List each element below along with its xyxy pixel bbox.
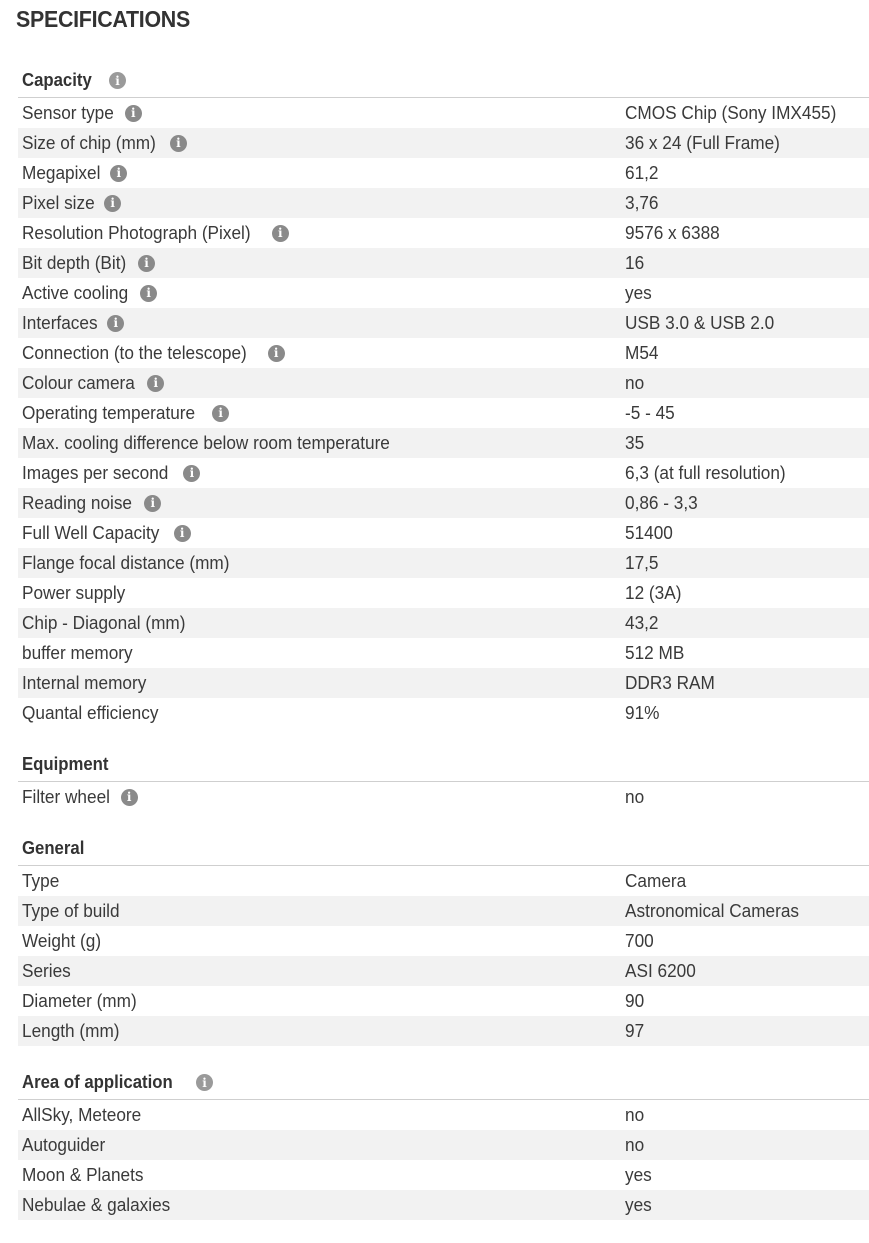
spec-label-cell: [18, 522, 625, 544]
spec-label: Active cooling: [22, 282, 129, 303]
spec-section: [18, 748, 869, 812]
spec-value: ASI 6200: [625, 960, 696, 981]
spec-value: no: [625, 1134, 645, 1155]
spec-value-cell: [625, 252, 869, 274]
spec-value: -5 - 45: [625, 402, 675, 423]
info-icon[interactable]: i: [138, 255, 155, 272]
spec-value-cell: [625, 1164, 869, 1186]
spec-label: Power supply: [22, 582, 126, 603]
spec-row: [18, 1190, 869, 1220]
spec-value-cell: [625, 930, 869, 952]
section-rows: [18, 782, 869, 812]
info-icon[interactable]: i: [107, 315, 124, 332]
info-icon[interactable]: i: [183, 465, 200, 482]
spec-row: [18, 488, 869, 518]
spec-label: Max. cooling difference below room temperature: [22, 432, 390, 453]
spec-label: Flange focal distance (mm): [22, 552, 230, 573]
spec-value-cell: [625, 960, 869, 982]
spec-value: 36 x 24 (Full Frame): [625, 132, 780, 153]
page-title: SPECIFICATIONS: [16, 6, 190, 32]
spec-label-cell: [18, 252, 625, 274]
spec-row: [18, 698, 869, 728]
spec-label-cell: [18, 222, 625, 244]
spec-row: [18, 128, 869, 158]
spec-value-cell: [625, 462, 869, 484]
spec-label: Filter wheel: [22, 786, 110, 807]
info-icon[interactable]: i: [170, 135, 187, 152]
info-icon[interactable]: i: [104, 195, 121, 212]
spec-value-cell: [625, 552, 869, 574]
spec-label: Weight (g): [22, 930, 102, 951]
spec-value: 91%: [625, 702, 660, 723]
spec-label-cell: [18, 960, 625, 982]
spec-value: 17,5: [625, 552, 659, 573]
spec-value-cell: [625, 372, 869, 394]
spec-label: Colour camera: [22, 372, 135, 393]
spec-value: yes: [625, 282, 652, 303]
spec-row: [18, 896, 869, 926]
section-header: [18, 1066, 869, 1100]
spec-value: 35: [625, 432, 645, 453]
spec-value: 6,3 (at full resolution): [625, 462, 786, 483]
spec-value: 512 MB: [625, 642, 685, 663]
spec-label-cell: [18, 930, 625, 952]
spec-label-cell: [18, 342, 625, 364]
spec-label-cell: [18, 192, 625, 214]
section-header: [18, 64, 869, 98]
spec-label-cell: [18, 1104, 625, 1126]
spec-label-cell: [18, 642, 625, 664]
spec-value: 700: [625, 930, 654, 951]
spec-label-cell: [18, 162, 625, 184]
info-icon[interactable]: i: [110, 165, 127, 182]
spec-value-cell: [625, 102, 869, 124]
spec-value-cell: [625, 612, 869, 634]
spec-label-cell: [18, 1134, 625, 1156]
spec-label-cell: [18, 672, 625, 694]
spec-label: Type: [22, 870, 60, 891]
section-rows: [18, 1100, 869, 1220]
section-title: Area of application: [22, 1072, 173, 1092]
spec-label: Type of build: [22, 900, 120, 921]
info-icon[interactable]: i: [144, 495, 161, 512]
spec-label-cell: [18, 492, 625, 514]
spec-label: Bit depth (Bit): [22, 252, 127, 273]
spec-value: 12 (3A): [625, 582, 682, 603]
spec-value-cell: [625, 990, 869, 1012]
spec-label: Autoguider: [22, 1134, 106, 1155]
spec-label: Pixel size: [22, 192, 95, 213]
spec-value-cell: [625, 342, 869, 364]
spec-label-cell: [18, 282, 625, 304]
spec-value-cell: [625, 492, 869, 514]
spec-label-cell: [18, 372, 625, 394]
spec-row: [18, 158, 869, 188]
spec-value-cell: [625, 1020, 869, 1042]
spec-row: [18, 428, 869, 458]
spec-row: [18, 308, 869, 338]
spec-label: Resolution Photograph (Pixel): [22, 222, 251, 243]
spec-label-cell: [18, 462, 625, 484]
spec-label: Size of chip (mm): [22, 132, 156, 153]
spec-value-cell: [625, 222, 869, 244]
spec-value: Astronomical Cameras: [625, 900, 800, 921]
spec-label: Chip - Diagonal (mm): [22, 612, 186, 633]
spec-section: [18, 1066, 869, 1220]
spec-label-cell: [18, 900, 625, 922]
spec-label: Quantal efficiency: [22, 702, 159, 723]
spec-label-cell: [18, 1194, 625, 1216]
section-header: [18, 832, 869, 866]
spec-label: Internal memory: [22, 672, 147, 693]
spec-row: [18, 248, 869, 278]
spec-value-cell: [625, 1134, 869, 1156]
spec-value-cell: [625, 312, 869, 334]
spec-row: [18, 98, 869, 128]
spec-label: buffer memory: [22, 642, 133, 663]
spec-value: Camera: [625, 870, 687, 891]
spec-value: 97: [625, 1020, 645, 1041]
spec-value-cell: [625, 1104, 869, 1126]
info-icon[interactable]: i: [109, 72, 126, 89]
section-rows: [18, 866, 869, 1046]
spec-value: DDR3 RAM: [625, 672, 715, 693]
spec-label: Reading noise: [22, 492, 133, 513]
spec-label-cell: [18, 552, 625, 574]
info-icon[interactable]: i: [174, 525, 191, 542]
spec-label-cell: [18, 870, 625, 892]
spec-row: [18, 278, 869, 308]
spec-value: 43,2: [625, 612, 659, 633]
spec-row: [18, 986, 869, 1016]
spec-label: Series: [22, 960, 71, 981]
spec-row: [18, 368, 869, 398]
spec-value-cell: [625, 402, 869, 424]
section-rows: [18, 98, 869, 728]
info-icon[interactable]: i: [272, 225, 289, 242]
spec-label: Diameter (mm): [22, 990, 137, 1011]
spec-row: [18, 578, 869, 608]
spec-row: [18, 956, 869, 986]
info-icon[interactable]: i: [268, 345, 285, 362]
spec-label-cell: [18, 990, 625, 1012]
spec-row: [18, 926, 869, 956]
info-icon[interactable]: i: [140, 285, 157, 302]
spec-value: 3,76: [625, 192, 659, 213]
spec-value-cell: [625, 900, 869, 922]
spec-section: [18, 832, 869, 1046]
spec-label-cell: [18, 132, 625, 154]
spec-value: USB 3.0 & USB 2.0: [625, 312, 775, 333]
spec-row: [18, 338, 869, 368]
spec-row: [18, 188, 869, 218]
spec-value: 0,86 - 3,3: [625, 492, 698, 513]
spec-row: [18, 458, 869, 488]
spec-label-cell: [18, 432, 625, 454]
spec-label-cell: [18, 702, 625, 724]
spec-row: [18, 1130, 869, 1160]
spec-label: AllSky, Meteore: [22, 1104, 142, 1125]
spec-value: 61,2: [625, 162, 659, 183]
spec-value-cell: [625, 672, 869, 694]
spec-label-cell: [18, 102, 625, 124]
specifications-table: [18, 64, 869, 1240]
spec-label: Moon & Planets: [22, 1164, 144, 1185]
info-icon[interactable]: i: [121, 789, 138, 806]
spec-value-cell: [625, 192, 869, 214]
spec-value: M54: [625, 342, 659, 363]
spec-label: Length (mm): [22, 1020, 120, 1041]
spec-value: 90: [625, 990, 645, 1011]
section-title: Equipment: [22, 754, 109, 774]
spec-value-cell: [625, 132, 869, 154]
spec-value-cell: [625, 162, 869, 184]
spec-label: Full Well Capacity: [22, 522, 160, 543]
spec-label-cell: [18, 402, 625, 424]
info-icon[interactable]: i: [125, 105, 142, 122]
spec-value-cell: [625, 1194, 869, 1216]
spec-row: [18, 782, 869, 812]
spec-label: Nebulae & galaxies: [22, 1194, 171, 1215]
spec-value-cell: [625, 642, 869, 664]
spec-value: CMOS Chip (Sony IMX455): [625, 102, 837, 123]
spec-value: no: [625, 1104, 645, 1125]
spec-value: 51400: [625, 522, 673, 543]
info-icon[interactable]: i: [147, 375, 164, 392]
spec-label-cell: [18, 582, 625, 604]
spec-label-cell: [18, 1164, 625, 1186]
spec-value-cell: [625, 702, 869, 724]
spec-label: Megapixel: [22, 162, 101, 183]
section-header: [18, 748, 869, 782]
spec-row: [18, 218, 869, 248]
spec-row: [18, 398, 869, 428]
spec-label: Connection (to the telescope): [22, 342, 247, 363]
spec-value: no: [625, 786, 645, 807]
spec-value: 16: [625, 252, 645, 273]
spec-label-cell: [18, 612, 625, 634]
spec-label: Images per second: [22, 462, 169, 483]
spec-value-cell: [625, 870, 869, 892]
spec-label: Sensor type: [22, 102, 114, 123]
spec-row: [18, 1100, 869, 1130]
spec-row: [18, 548, 869, 578]
spec-value-cell: [625, 582, 869, 604]
spec-value-cell: [625, 432, 869, 454]
spec-value-cell: [625, 786, 869, 808]
spec-row: [18, 608, 869, 638]
info-icon[interactable]: i: [196, 1074, 213, 1091]
spec-label-cell: [18, 1020, 625, 1042]
spec-value-cell: [625, 522, 869, 544]
spec-value: 9576 x 6388: [625, 222, 720, 243]
spec-value: yes: [625, 1194, 652, 1215]
spec-value: no: [625, 372, 645, 393]
spec-value-cell: [625, 282, 869, 304]
spec-row: [18, 668, 869, 698]
spec-value: yes: [625, 1164, 652, 1185]
section-title: General: [22, 838, 85, 858]
spec-label: Operating temperature: [22, 402, 196, 423]
spec-label-cell: [18, 312, 625, 334]
spec-label-cell: [18, 786, 625, 808]
spec-row: [18, 1160, 869, 1190]
spec-label: Interfaces: [22, 312, 98, 333]
info-icon[interactable]: i: [212, 405, 229, 422]
spec-row: [18, 638, 869, 668]
spec-row: [18, 1016, 869, 1046]
spec-row: [18, 518, 869, 548]
section-title: Capacity: [22, 70, 92, 90]
spec-row: [18, 866, 869, 896]
spec-section: [18, 64, 869, 728]
